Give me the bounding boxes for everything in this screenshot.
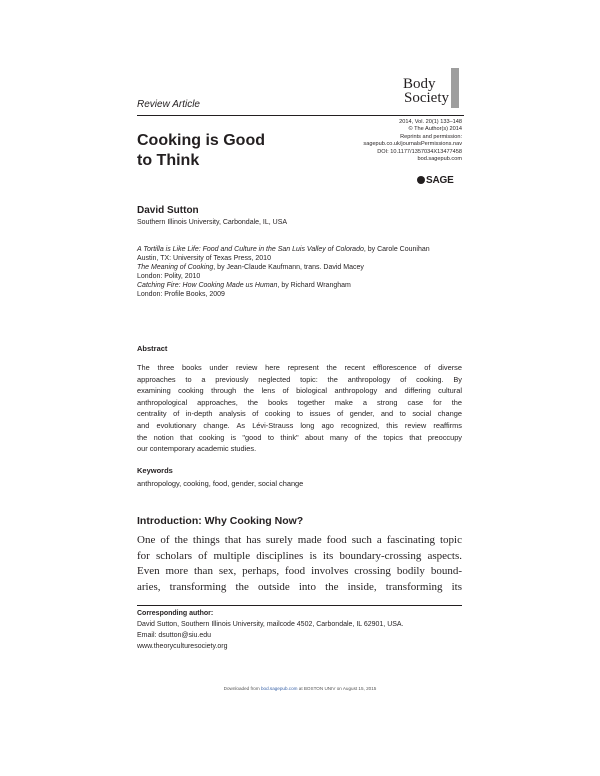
intro-line: for scholars of multiple disciplines is its boundary-crossing aspects. xyxy=(137,549,462,562)
copyright: © The Author(s) 2014 xyxy=(408,126,462,133)
book-2-author: , by Jean-Claude Kaufmann, trans. David Macey xyxy=(213,264,364,271)
abstract-heading: Abstract xyxy=(137,344,168,353)
download-link[interactable]: bod.sagepub.com xyxy=(260,686,298,691)
reprints-label: Reprints and permission: xyxy=(400,133,462,140)
author-name: David Sutton xyxy=(137,205,199,216)
logo-line-1: Body & xyxy=(403,76,448,92)
intro-line: One of the things that has surely made food such a fascinating topic xyxy=(137,534,462,546)
keywords-text: anthropology, cooking, food, gender, social change xyxy=(137,479,304,488)
abstract-line: anthropological approaches, the books together make a strong case for the xyxy=(137,397,462,407)
book-1-citation xyxy=(137,245,467,254)
journal-logo xyxy=(398,68,468,112)
sage-wordmark: SAGE xyxy=(426,174,454,186)
logo-accent-block xyxy=(451,68,459,108)
book-2-title: The Meaning of Cooking xyxy=(137,264,214,271)
sage-mark-icon xyxy=(417,176,425,184)
corresponding-heading: Corresponding author: xyxy=(137,610,214,617)
book-3 xyxy=(137,281,467,299)
doi: DOI: 10.1177/1357034X13477458 xyxy=(377,148,462,155)
permissions-url[interactable]: sagepub.co.uk/journalsPermissions.nav xyxy=(363,141,462,148)
logo-ampersand: & xyxy=(437,76,448,91)
book-2-publisher: London: Polity, 2010 xyxy=(137,273,201,280)
books-under-review xyxy=(137,245,467,299)
book-3-citation xyxy=(137,281,467,290)
keywords-heading: Keywords xyxy=(137,466,173,475)
abstract-line: centrality of in-depth analysis of cooking to issues of gender, and to social change xyxy=(137,409,462,419)
abstract-line: the notion that cooking is "good to think" about many of the topics that preoccupy xyxy=(137,432,462,442)
footnote-rule xyxy=(137,605,462,606)
title-line-1: Cooking is Good xyxy=(137,132,265,149)
corresponding-email[interactable]: Email: dsutton@siu.edu xyxy=(137,632,212,639)
author-affiliation: Southern Illinois University, Carbondale, IL, USA xyxy=(137,219,288,226)
abstract-line: The three books under review here represent the recent efflorescence of diverse xyxy=(137,363,462,372)
download-suffix: at BOSTON UNIV on August 15, 2015 xyxy=(297,686,377,691)
section-heading: Introduction: Why Cooking Now? xyxy=(137,515,304,527)
book-2 xyxy=(137,263,467,281)
corresponding-address: David Sutton, Southern Illinois University, mailcode 4502, Carbondale, IL 62901, USA. xyxy=(137,621,404,628)
header-rule xyxy=(137,115,464,116)
intro-line: aries, transforming the outside into the inside, transforming its xyxy=(137,580,462,593)
society-website[interactable]: www.theoryculturesociety.org xyxy=(137,643,228,650)
logo-line-2: Society xyxy=(404,90,449,106)
intro-body xyxy=(137,533,462,595)
book-1-publisher: Austin, TX: University of Texas Press, 2010 xyxy=(137,255,271,262)
book-1-author: , by Carole Counihan xyxy=(363,246,430,253)
abstract-body xyxy=(137,362,462,455)
book-1-title: A Tortilla is Like Life: Food and Culture in the San Luis Valley of Colorado xyxy=(137,246,364,253)
title-line-2: to Think xyxy=(137,152,200,169)
download-footer xyxy=(0,686,600,691)
sage-logo xyxy=(417,174,454,186)
book-3-publisher: London: Profile Books, 2009 xyxy=(137,291,225,298)
book-1 xyxy=(137,245,467,263)
book-3-title: Catching Fire: How Cooking Made us Human xyxy=(137,282,278,289)
volume-info: 2014, Vol. 20(1) 133–148 xyxy=(399,119,462,125)
abstract-line: approaches to a previously neglected topic: the anthropology of cooking. By xyxy=(137,374,462,384)
intro-line: Even more than sex, perhaps, food involves crossing bodily bound- xyxy=(137,565,462,577)
abstract-line: our contemporary academic studies. xyxy=(137,444,257,454)
journal-metadata xyxy=(310,119,462,163)
abstract-line: examining cooking through the lens of biological anthropology and differing cultural xyxy=(137,386,462,396)
article-type: Review Article xyxy=(137,99,200,110)
book-3-author: , by Richard Wrangham xyxy=(277,282,351,289)
book-2-citation xyxy=(137,263,467,272)
corresponding-author xyxy=(137,608,404,652)
journal-site[interactable]: bod.sagepub.com xyxy=(417,156,462,163)
article-title xyxy=(137,131,265,171)
abstract-line: and evolutionary change. As Lévi-Strauss long ago recognized, this review reaffirms xyxy=(137,420,462,430)
download-prefix: Downloaded from xyxy=(223,686,261,691)
